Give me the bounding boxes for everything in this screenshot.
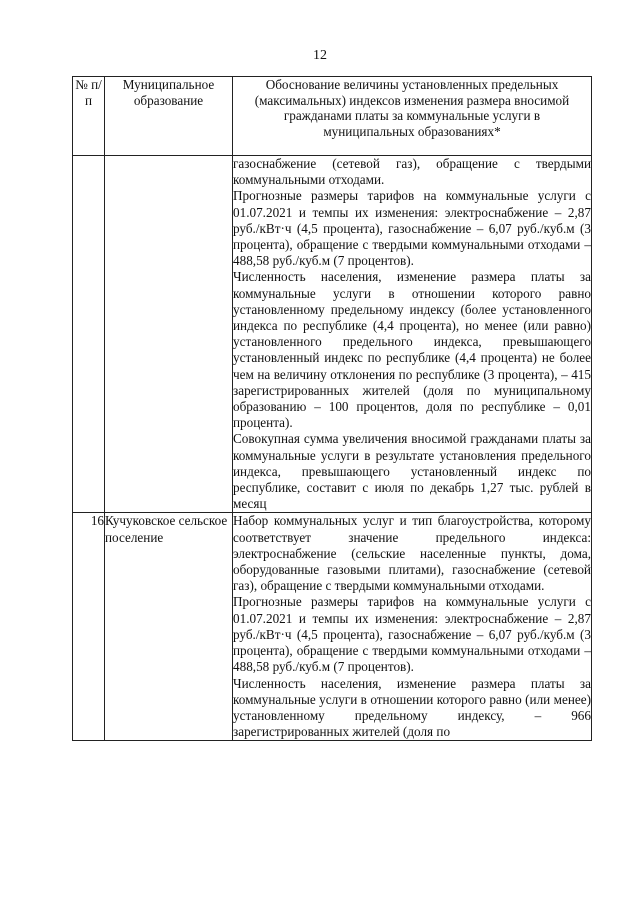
header-number: № п/п: [73, 77, 105, 156]
header-municipality: Муниципальное образование: [105, 77, 233, 156]
row-number: [73, 156, 105, 513]
paragraph: Численность населения, изменение размера платы за коммунальные услуги в отношении которого равно (или менее) установленному предельному индексу, – 966 зарегистрированных жителей (доля по: [233, 675, 591, 740]
page-number: 12: [313, 48, 327, 63]
paragraph: Численность населения, изменение размера платы за коммунальные услуги в отношении которого равно установленному предельному индексу (более установленного индекса по республике (4,4 процента), но менее (или равно) установленного предельного индекса, превышающего установленный индекс по республике (4,4 процента) не более чем на величину отклонения по республике (3 процента), – 415 зарегистрированных жителей (доля по муниципальному образованию – 100 процентов, доля по республике – 0,01 процента).: [233, 269, 591, 431]
header-justification-text: Обоснование величины установленных предельных (максимальных) индексов изменения размера вносимой гражданами платы за коммунальные услуги в муниципальных образованиях*: [254, 77, 570, 139]
row-justification: [233, 513, 592, 741]
header-justification: [233, 77, 592, 156]
paragraph: Набор коммунальных услуг и тип благоустройства, которому соответствует значение предельного индекса: электроснабжение (сельские населенные пункты, дома, оборудованные газовыми плитами), газоснабжение (сетевой газ), обращение с твердыми коммунальными отходами.: [233, 513, 591, 594]
table-row: [73, 513, 592, 741]
table-header-row: [73, 77, 592, 156]
row-number: 16: [73, 513, 105, 741]
justification-table: [72, 76, 592, 741]
row-justification: [233, 156, 592, 513]
row-municipality: [105, 156, 233, 513]
row-municipality: Кучуковское сельское поселение: [105, 513, 233, 741]
paragraph: Совокупная сумма увеличения вносимой гражданами платы за коммунальные услуги в результате установления предельного индекса, превышающего установленный индекс по республике, составит с июля по декабрь 1,27 тыс. рублей в месяц: [233, 431, 591, 512]
paragraph: газоснабжение (сетевой газ), обращение с твердыми коммунальными отходами.: [233, 156, 591, 188]
paragraph: Прогнозные размеры тарифов на коммунальные услуги с 01.07.2021 и темпы их изменения: электроснабжение – 2,87 руб./кВт·ч (4,5 процента), газоснабжение – 6,07 руб./куб.м (3 процента), обращение с твердыми коммунальными отходами – 488,58 руб./куб.м (7 процентов).: [233, 188, 591, 269]
paragraph: Прогнозные размеры тарифов на коммунальные услуги с 01.07.2021 и темпы их изменения: электроснабжение – 2,87 руб./кВт·ч (4,5 процента), газоснабжение – 6,07 руб./куб.м (3 процента), обращение с твердыми коммунальными отходами – 488,58 руб./куб.м (7 процентов).: [233, 594, 591, 675]
table-row: [73, 156, 592, 513]
